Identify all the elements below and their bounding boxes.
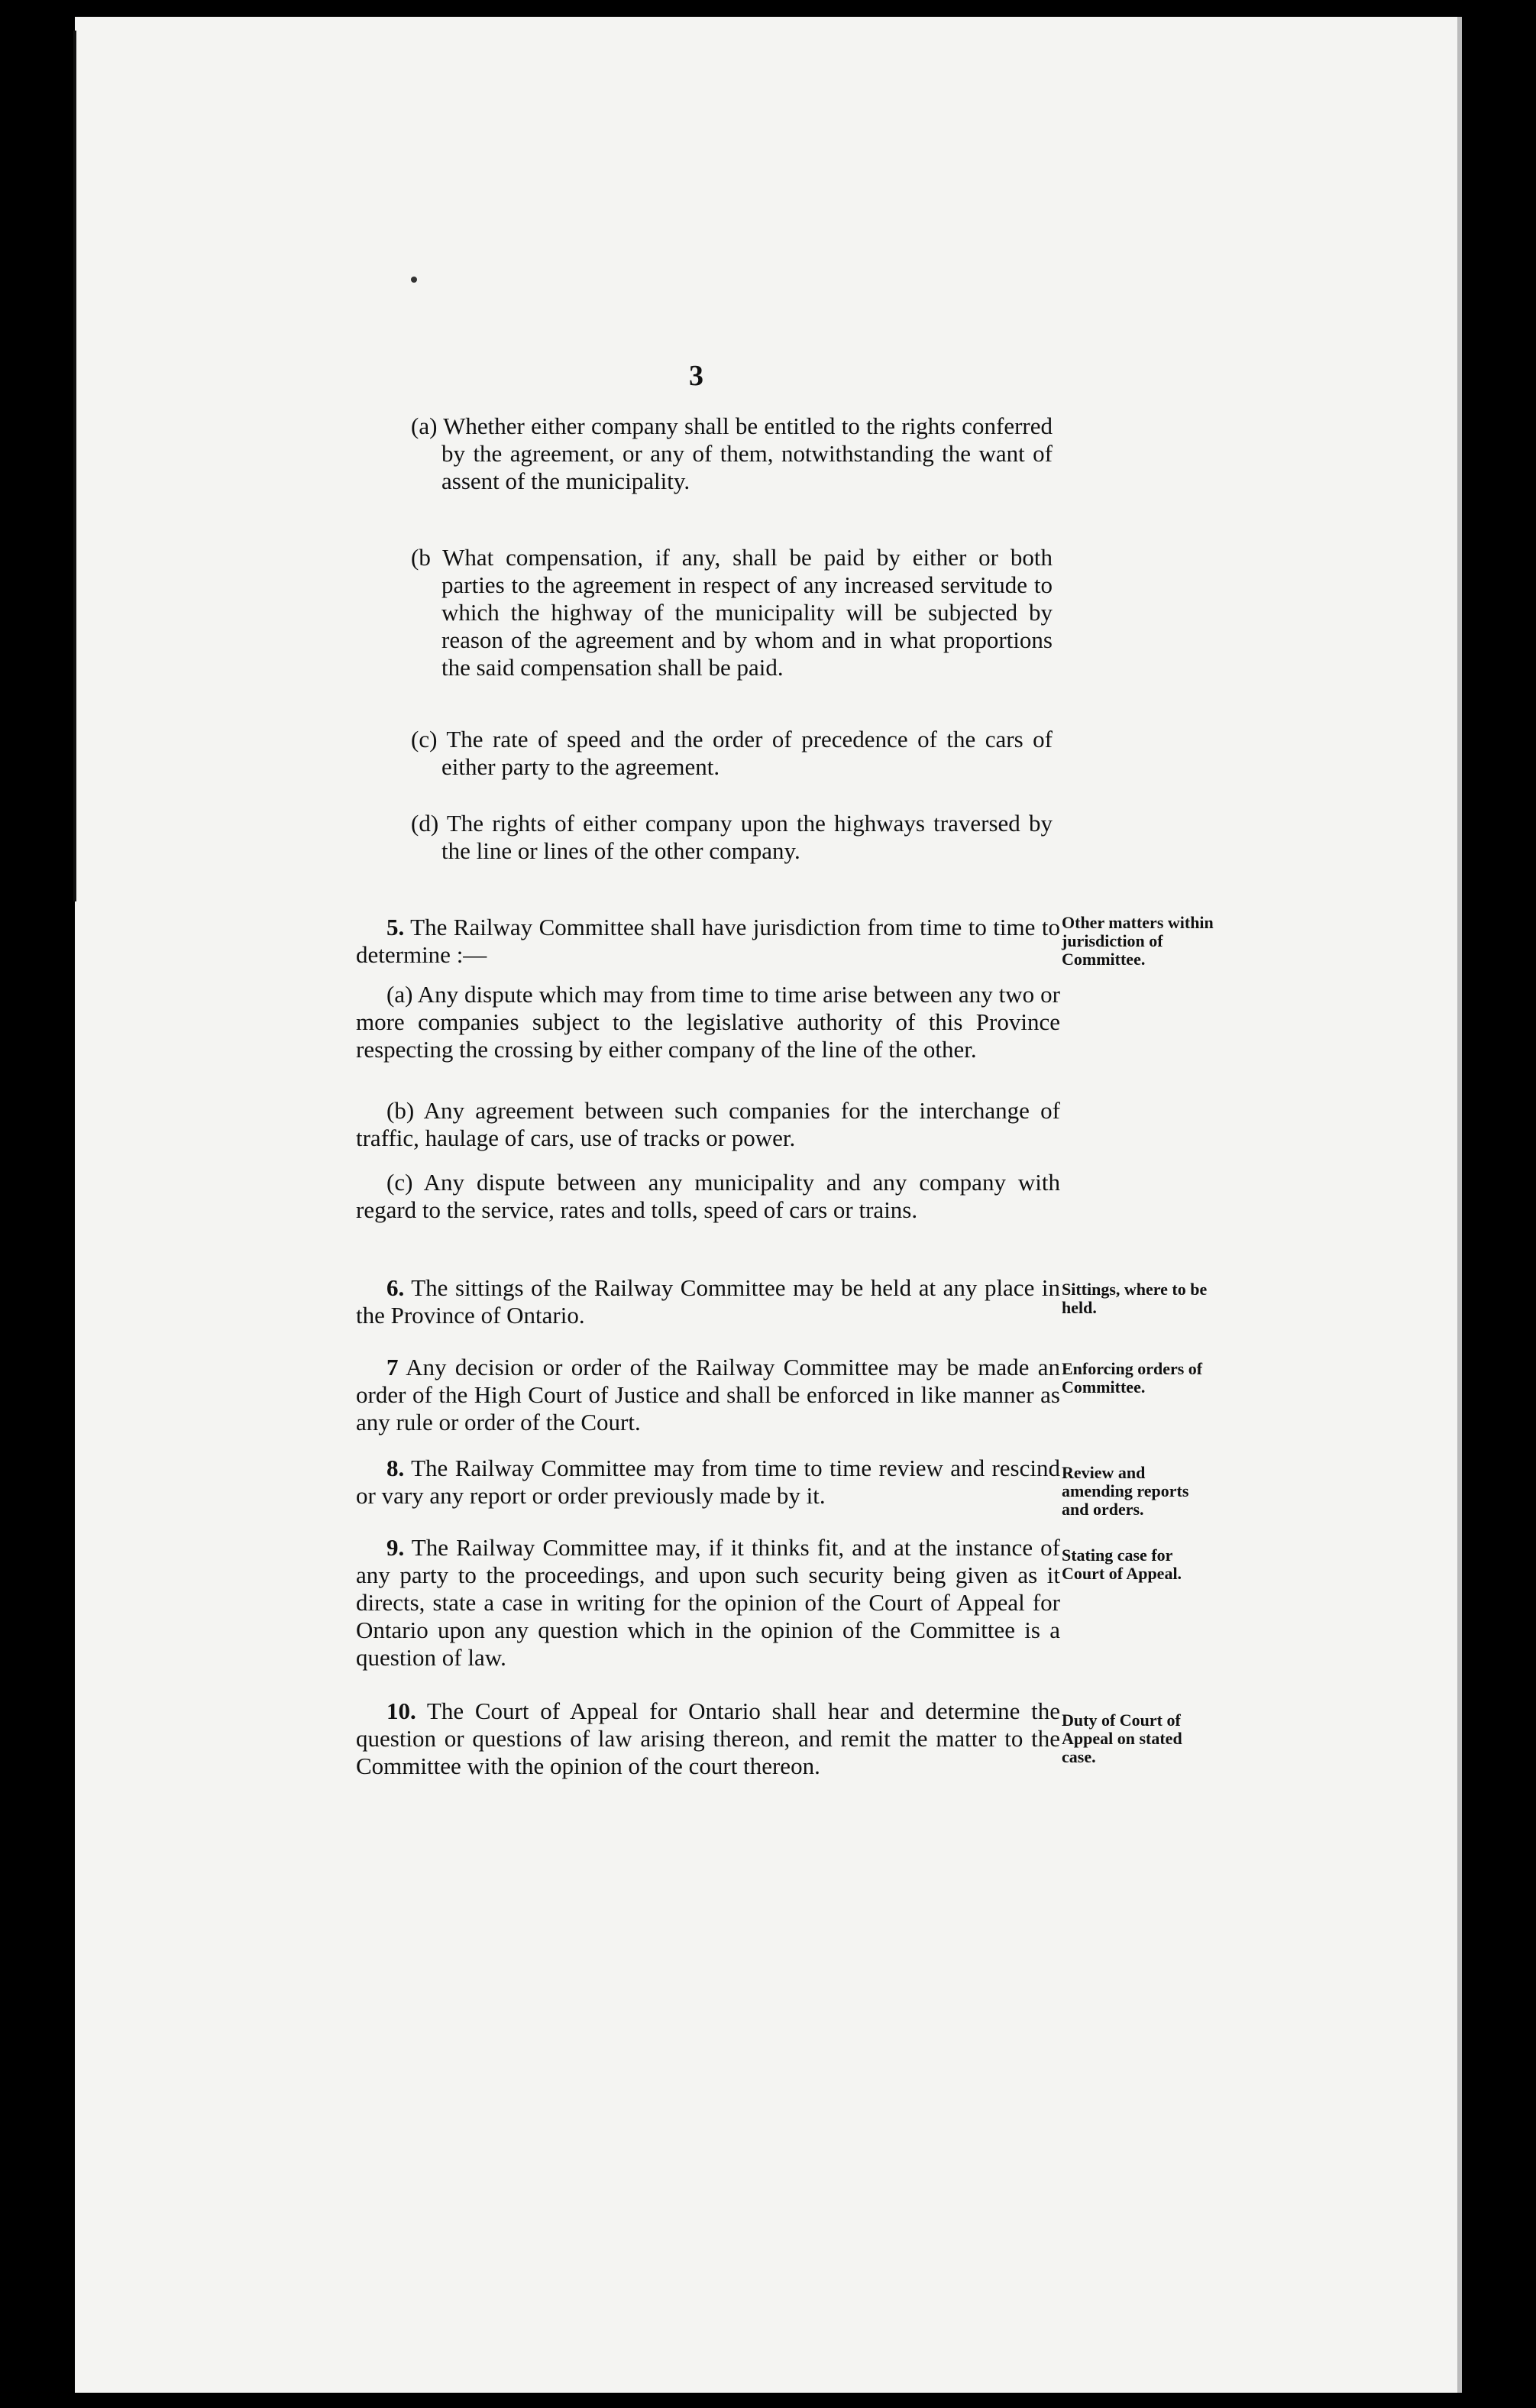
section-9-number: 9.: [386, 1534, 405, 1561]
margin-note-5: Other matters within jurisdiction of Committee.: [1062, 913, 1214, 969]
ink-dot: [411, 277, 417, 283]
section-9-text: The Railway Committee may, if it thinks fit, and at the instance of any party to the proceedings, and upon such security being given as it directs, state a case in writing for the opinion of the Court of Appeal for Ontario upon any question which in the opinion of the Committee is a question of law.: [356, 1534, 1060, 1671]
section-10-text: The Court of Appeal for Ontario shall hear and determine the question or questions of law arising thereon, and remit the matter to the Committee with the opinion of the court thereon.: [356, 1698, 1060, 1779]
section-7-number: 7: [386, 1354, 399, 1380]
section-5-number: 5.: [386, 914, 405, 940]
section-6-text: The sittings of the Railway Committee may be held at any place in the Province of Ontario.: [356, 1274, 1060, 1329]
clause-b: (b What compensation, if any, shall be paid by either or both parties to the agreement in respect of any increased servitude to which the highway of the municipality will be subjected by reason of the agreement and by whom and in what proportions the said compensation shall be paid.: [411, 544, 1053, 681]
section-5c: (c) Any dispute between any municipality and any company with regard to the service, rates and tolls, speed of cars or trains.: [356, 1169, 1060, 1223]
scan-left-border: [0, 0, 75, 2408]
section-5: [356, 914, 1060, 969]
section-9: [356, 1534, 1060, 1672]
section-8: [356, 1455, 1060, 1510]
page-right-edge: [1457, 17, 1462, 2393]
margin-note-10: Duty of Court of Appeal on stated case.: [1062, 1711, 1182, 1766]
margin-note-8: Review and amending reports and orders.: [1062, 1463, 1189, 1519]
section-7-text: Any decision or order of the Railway Committee may be made an order of the High Court of Justice and shall be enforced in like manner as any rule or order of the Court.: [356, 1354, 1060, 1435]
section-6: [356, 1274, 1060, 1329]
margin-note-6: Sittings, where to be held.: [1062, 1280, 1208, 1317]
section-10: [356, 1698, 1060, 1780]
section-8-text: The Railway Committee may from time to time review and rescind or vary any report or order previously made by it.: [356, 1455, 1060, 1509]
margin-note-9: Stating case for Court of Appeal.: [1062, 1545, 1182, 1583]
page-number: 3: [689, 360, 703, 392]
clause-a: (a) Whether either company shall be entitled to the rights conferred by the agreement, or any of them, notwithstanding the want of assent of the municipality.: [411, 413, 1053, 494]
section-10-number: 10.: [386, 1698, 416, 1724]
page-edge-line: [73, 31, 76, 901]
section-7: [356, 1354, 1060, 1436]
margin-note-7: Enforcing orders of Committee.: [1062, 1359, 1203, 1397]
section-8-number: 8.: [386, 1455, 405, 1481]
clause-c: (c) The rate of speed and the order of precedence of the cars of either party to the agreement.: [411, 726, 1053, 780]
section-5-text: The Railway Committee shall have jurisdiction from time to time to determine :—: [356, 914, 1060, 968]
section-6-number: 6.: [386, 1274, 405, 1301]
section-5a: (a) Any dispute which may from time to time arise between any two or more companies subject to the legislative authority of this Province respecting the crossing by either company of the line of the other.: [356, 981, 1060, 1063]
clause-d: (d) The rights of either company upon the highways traversed by the line or lines of the other company.: [411, 810, 1053, 864]
section-5b: (b) Any agreement between such companies for the interchange of traffic, haulage of cars, use of tracks or power.: [356, 1097, 1060, 1151]
